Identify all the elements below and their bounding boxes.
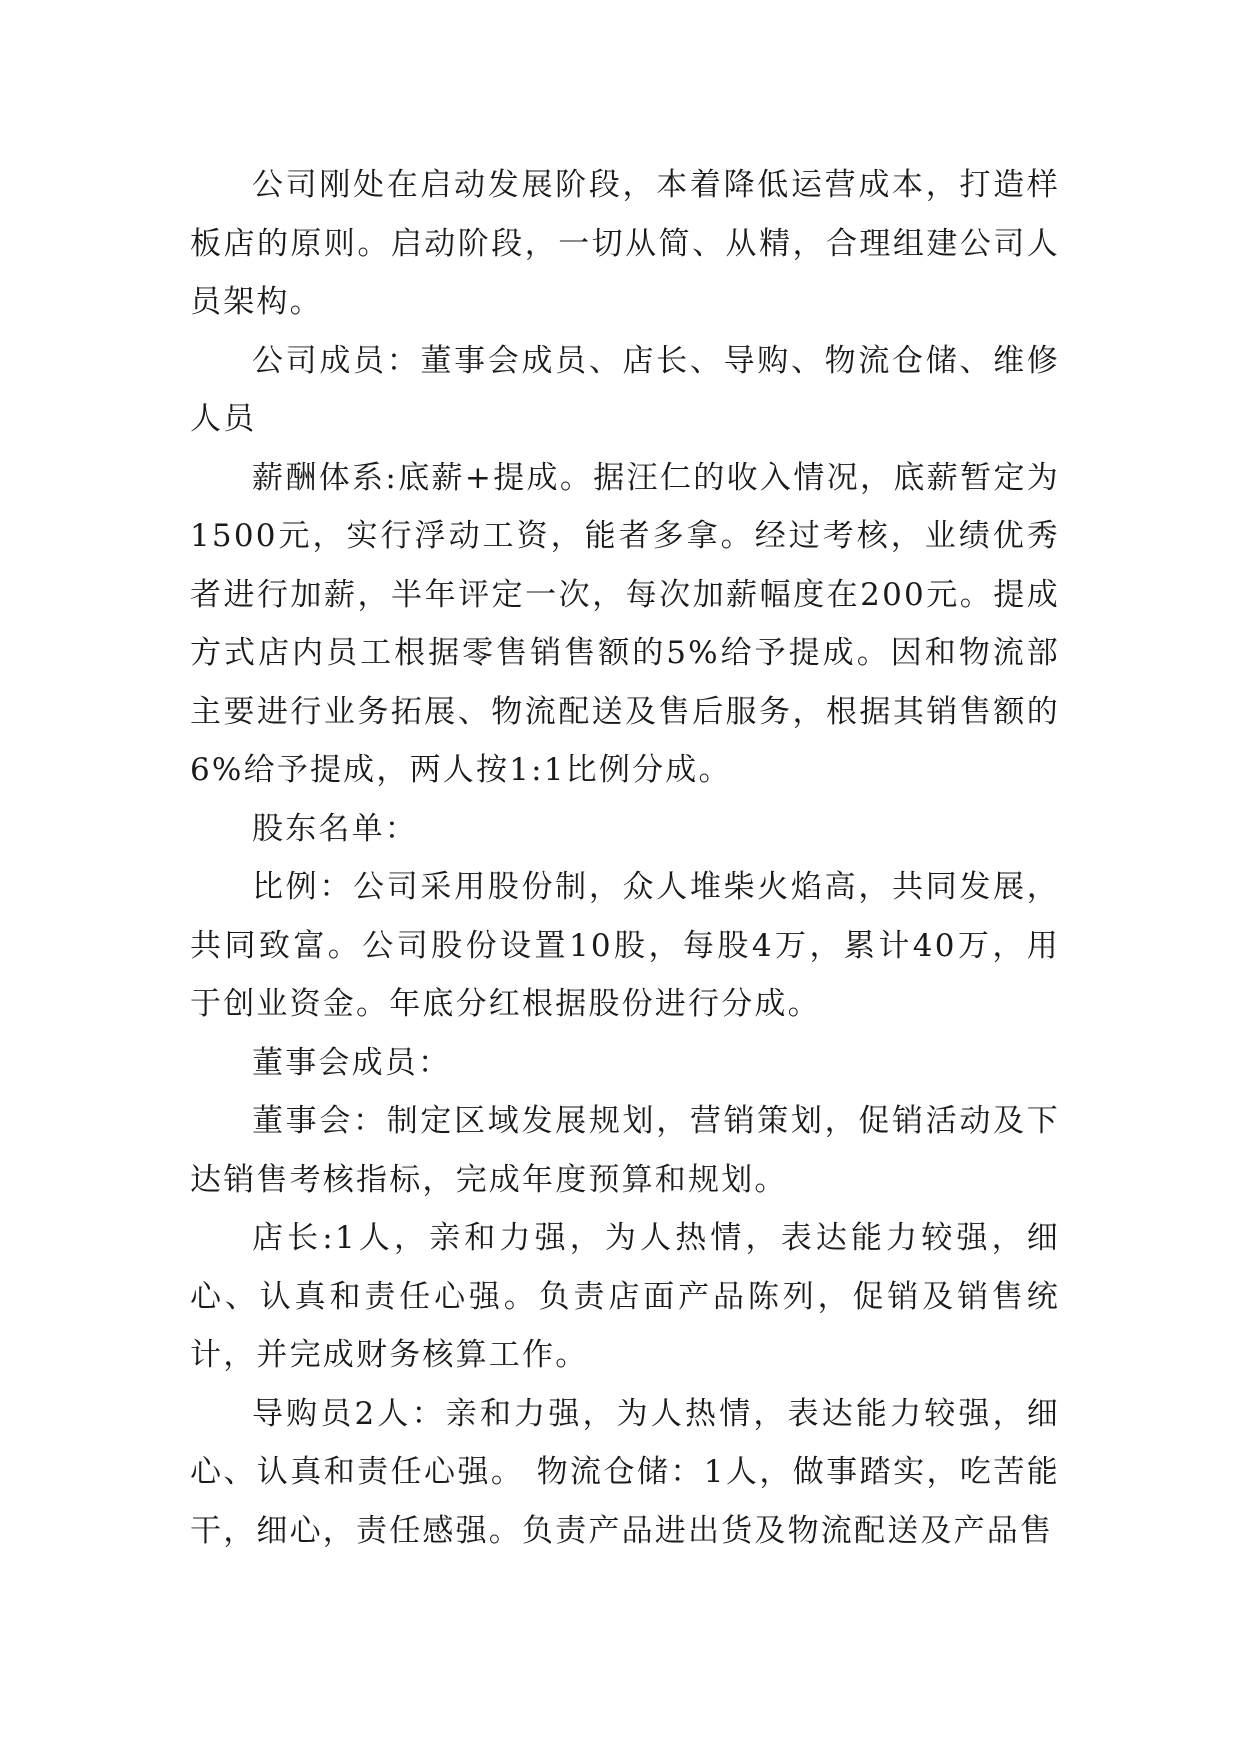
paragraph-board-members-heading: 董事会成员： <box>252 1044 452 1081</box>
paragraph-shareholder-list: 股东名单： <box>252 810 418 847</box>
paragraph-share-ratio: 比例：公司采用股份制，众人堆柴火焰高，共同发展，共同致富。公司股份设置10股，每股4万，累计40万，用于创业资金。年底分红根据股份进行分成。 <box>190 869 1060 1022</box>
paragraph-company-members: 公司成员：董事会成员、店长、导购、物流仓储、维修人员 <box>190 342 1060 437</box>
paragraph-store-manager: 店长:1人，亲和力强，为人热情，表达能力较强，细心、认真和责任心强。负责店面产品陈列，促销及销售统计，并完成财务核算工作。 <box>190 1220 1060 1373</box>
paragraph-board-duties: 董事会：制定区域发展规划，营销策划，促销活动及下达销售考核指标，完成年度预算和规划。 <box>190 1103 1060 1198</box>
paragraph-sales-guide-logistics: 导购员2人：亲和力强，为人热情，表达能力较强，细心、认真和责任心强。 物流仓储：1人，做事踏实，吃苦能干，细心，责任感强。负责产品进出货及物流配送及产品售 <box>190 1395 1060 1549</box>
paragraph-salary-system: 薪酬体系:底薪+提成。据汪仁的收入情况，底薪暂定为1500元，实行浮动工资，能者多拿。经过考核，业绩优秀者进行加薪，半年评定一次，每次加薪幅度在200元。提成方式店内员工根据零售销售额的5%给予提成。因和物流部主要进行业务拓展、物流配送及售后服务，根据其销售额的6%给予提成，两人按1:1比例分成。 <box>190 459 1060 788</box>
paragraph-startup-phase: 公司刚处在启动发展阶段，本着降低运营成本，打造样板店的原则。启动阶段，一切从简、从精，合理组建公司人员架构。 <box>190 167 1060 320</box>
document-body <box>190 156 1060 1560</box>
